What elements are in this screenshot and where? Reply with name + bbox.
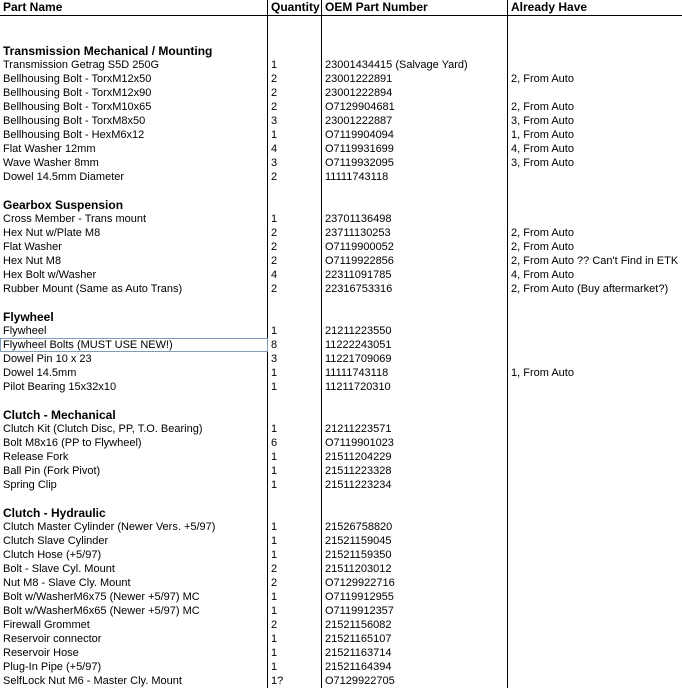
quantity-cell[interactable]: 1: [268, 380, 322, 394]
oem-part-number-cell[interactable]: [322, 44, 508, 58]
part-name-cell[interactable]: Nut M8 - Slave Cly. Mount: [0, 576, 268, 590]
section-title-cell[interactable]: Transmission Mechanical / Mounting: [0, 44, 268, 58]
part-name-cell[interactable]: Clutch Slave Cylinder: [0, 534, 268, 548]
oem-part-number-cell[interactable]: [322, 16, 508, 30]
already-have-cell[interactable]: [508, 310, 682, 324]
already-have-cell[interactable]: [508, 338, 682, 352]
quantity-cell[interactable]: 1: [268, 366, 322, 380]
table-row: [0, 212, 682, 226]
table-row: [0, 380, 682, 394]
already-have-cell[interactable]: [508, 436, 682, 450]
part-name-cell[interactable]: Clutch Hose (+5/97): [0, 548, 268, 562]
already-have-cell[interactable]: [508, 212, 682, 226]
oem-part-number-cell[interactable]: [322, 296, 508, 310]
oem-part-number-cell[interactable]: 11111743118: [322, 170, 508, 184]
column-header-oem-part-number[interactable]: OEM Part Number: [322, 0, 508, 15]
table-row: [0, 660, 682, 674]
oem-part-number-cell[interactable]: 23001222894: [322, 86, 508, 100]
part-name-cell[interactable]: [0, 184, 268, 198]
table-row: [0, 100, 682, 114]
part-name-cell[interactable]: Clutch Master Cylinder (Newer Vers. +5/97): [0, 520, 268, 534]
table-row: [0, 520, 682, 534]
quantity-cell[interactable]: 1: [268, 478, 322, 492]
part-name-cell[interactable]: Firewall Grommet: [0, 618, 268, 632]
quantity-cell[interactable]: [268, 16, 322, 30]
table-row: [0, 338, 682, 352]
section-header-row: [0, 506, 682, 520]
oem-part-number-cell[interactable]: [322, 492, 508, 506]
quantity-cell[interactable]: 1?: [268, 674, 322, 688]
quantity-cell[interactable]: 4: [268, 142, 322, 156]
already-have-cell[interactable]: [508, 16, 682, 30]
table-row: [0, 450, 682, 464]
already-have-cell[interactable]: 1, From Auto: [511, 367, 574, 379]
already-have-cell[interactable]: 1, From Auto: [511, 129, 574, 141]
quantity-cell[interactable]: [268, 310, 322, 324]
table-row: [0, 590, 682, 604]
quantity-cell[interactable]: 3: [268, 114, 322, 128]
oem-part-number-cell[interactable]: [322, 184, 508, 198]
section-header-row: [0, 408, 682, 422]
already-have-cell[interactable]: 2, From Auto: [511, 227, 574, 239]
table-row: [0, 576, 682, 590]
already-have-cell[interactable]: [508, 58, 682, 72]
oem-part-number-cell[interactable]: O7119901023: [322, 436, 508, 450]
table-row: [0, 170, 682, 184]
quantity-cell[interactable]: 1: [268, 632, 322, 646]
oem-part-number-cell[interactable]: 21521165107: [322, 632, 508, 646]
blank-row: [0, 30, 682, 44]
already-have-cell[interactable]: [508, 380, 682, 394]
quantity-cell[interactable]: [268, 198, 322, 212]
part-name-cell[interactable]: [0, 30, 268, 44]
already-have-cell[interactable]: [508, 520, 682, 534]
oem-part-number-cell[interactable]: 21521163714: [322, 646, 508, 660]
section-header-row: [0, 310, 682, 324]
oem-part-number-cell[interactable]: O7129904681: [322, 100, 508, 114]
part-name-cell[interactable]: Wave Washer 8mm: [0, 156, 268, 170]
already-have-cell[interactable]: 2, From Auto (Buy aftermarket?): [511, 283, 669, 295]
section-title-cell[interactable]: Gearbox Suspension: [0, 198, 268, 212]
oem-part-number-cell[interactable]: 21521159045: [322, 534, 508, 548]
part-name-cell[interactable]: Dowel 14.5mm Diameter: [0, 170, 268, 184]
blank-row: [0, 184, 682, 198]
blank-row: [0, 394, 682, 408]
quantity-cell[interactable]: 1: [268, 590, 322, 604]
blank-row: [0, 492, 682, 506]
already-have-cell[interactable]: [508, 618, 682, 632]
already-have-cell[interactable]: [508, 548, 682, 562]
oem-part-number-cell[interactable]: O7119904094: [322, 128, 508, 142]
part-name-cell[interactable]: Flat Washer 12mm: [0, 142, 268, 156]
table-row: [0, 58, 682, 72]
header-row: [0, 0, 682, 16]
part-name-cell[interactable]: SelfLock Nut M6 - Master Cly. Mount: [0, 674, 268, 688]
oem-part-number-cell[interactable]: O7119912955: [322, 590, 508, 604]
already-have-cell[interactable]: [508, 478, 682, 492]
part-name-cell[interactable]: Bellhousing Bolt - TorxM12x90: [0, 86, 268, 100]
oem-part-number-cell[interactable]: 21211223571: [322, 422, 508, 436]
already-have-cell[interactable]: [508, 408, 682, 422]
part-name-cell[interactable]: Spring Clip: [0, 478, 268, 492]
quantity-cell[interactable]: 3: [268, 352, 322, 366]
oem-part-number-cell[interactable]: [322, 198, 508, 212]
already-have-cell[interactable]: [508, 492, 682, 506]
already-have-cell[interactable]: [508, 184, 682, 198]
oem-part-number-cell[interactable]: 21211223550: [322, 324, 508, 338]
quantity-cell[interactable]: 3: [268, 156, 322, 170]
quantity-cell[interactable]: 1: [268, 548, 322, 562]
table-row: [0, 324, 682, 338]
quantity-cell[interactable]: 2: [268, 72, 322, 86]
quantity-cell[interactable]: 2: [268, 86, 322, 100]
table-row: [0, 128, 682, 142]
table-row: [0, 254, 682, 268]
quantity-cell[interactable]: 2: [268, 576, 322, 590]
already-have-cell[interactable]: 2, From Auto: [511, 241, 574, 253]
part-name-cell[interactable]: Dowel 14.5mm: [0, 366, 268, 380]
quantity-cell[interactable]: [268, 184, 322, 198]
oem-part-number-cell[interactable]: O7129922705: [322, 674, 508, 688]
quantity-cell[interactable]: 2: [268, 562, 322, 576]
table-body: [0, 16, 682, 688]
oem-part-number-cell[interactable]: 21511203012: [322, 562, 508, 576]
section-title-cell[interactable]: Clutch - Hydraulic: [0, 506, 268, 520]
part-name-cell[interactable]: Transmission Getrag S5D 250G: [0, 58, 268, 72]
part-name-cell[interactable]: Bellhousing Bolt - TorxM8x50: [0, 114, 268, 128]
already-have-cell[interactable]: [508, 534, 682, 548]
column-header-already-have[interactable]: Already Have: [511, 0, 588, 14]
oem-part-number-cell[interactable]: 23701136498: [322, 212, 508, 226]
quantity-cell[interactable]: 1: [268, 534, 322, 548]
quantity-cell[interactable]: 2: [268, 254, 322, 268]
table-row: [0, 114, 682, 128]
table-row: [0, 632, 682, 646]
already-have-cell[interactable]: [508, 30, 682, 44]
table-row: [0, 86, 682, 100]
part-name-cell[interactable]: Cross Member - Trans mount: [0, 212, 268, 226]
oem-part-number-cell[interactable]: [322, 310, 508, 324]
table-row: [0, 464, 682, 478]
oem-part-number-cell[interactable]: 23001434415 (Salvage Yard): [322, 58, 508, 72]
part-name-cell[interactable]: Hex Nut w/Plate M8: [0, 226, 268, 240]
quantity-cell[interactable]: [268, 30, 322, 44]
part-name-cell[interactable]: Flywheel Bolts (MUST USE NEW!): [0, 338, 268, 352]
part-name-cell[interactable]: Bellhousing Bolt - HexM6x12: [0, 128, 268, 142]
oem-part-number-cell[interactable]: 21511223234: [322, 478, 508, 492]
table-row: [0, 268, 682, 282]
part-name-cell[interactable]: Hex Bolt w/Washer: [0, 268, 268, 282]
already-have-cell[interactable]: 4, From Auto: [511, 269, 574, 281]
quantity-cell[interactable]: 2: [268, 170, 322, 184]
quantity-cell[interactable]: 1: [268, 646, 322, 660]
table-row: [0, 604, 682, 618]
quantity-cell[interactable]: 1: [268, 422, 322, 436]
part-name-cell[interactable]: Reservoir connector: [0, 632, 268, 646]
section-header-row: [0, 198, 682, 212]
table-row: [0, 72, 682, 86]
already-have-cell[interactable]: [508, 464, 682, 478]
already-have-cell[interactable]: [508, 590, 682, 604]
oem-part-number-cell[interactable]: [322, 30, 508, 44]
already-have-cell[interactable]: [508, 576, 682, 590]
already-have-cell[interactable]: 2, From Auto ?? Can't Find in ETK: [511, 255, 679, 267]
blank-row: [0, 16, 682, 30]
oem-part-number-cell[interactable]: O7129922716: [322, 576, 508, 590]
oem-part-number-cell[interactable]: [322, 394, 508, 408]
quantity-cell[interactable]: 1: [268, 520, 322, 534]
oem-part-number-cell[interactable]: 21526758820: [322, 520, 508, 534]
quantity-cell[interactable]: 2: [268, 100, 322, 114]
oem-part-number-cell[interactable]: O7119931699: [322, 142, 508, 156]
already-have-cell[interactable]: [508, 296, 682, 310]
oem-part-number-cell[interactable]: 11221709069: [322, 352, 508, 366]
already-have-cell[interactable]: [508, 422, 682, 436]
part-name-cell[interactable]: Hex Nut M8: [0, 254, 268, 268]
oem-part-number-cell[interactable]: 21521164394: [322, 660, 508, 674]
oem-part-number-cell[interactable]: 11211720310: [322, 380, 508, 394]
section-title-cell[interactable]: Flywheel: [0, 310, 268, 324]
quantity-cell[interactable]: 1: [268, 324, 322, 338]
part-name-cell[interactable]: Reservoir Hose: [0, 646, 268, 660]
part-name-cell[interactable]: Bolt M8x16 (PP to Flywheel): [0, 436, 268, 450]
part-name-cell[interactable]: Bolt - Slave Cyl. Mount: [0, 562, 268, 576]
already-have-cell[interactable]: [508, 562, 682, 576]
quantity-cell[interactable]: 4: [268, 268, 322, 282]
oem-part-number-cell[interactable]: 21521159350: [322, 548, 508, 562]
oem-part-number-cell[interactable]: O7119900052: [322, 240, 508, 254]
already-have-cell[interactable]: [508, 394, 682, 408]
oem-part-number-cell[interactable]: [322, 506, 508, 520]
table-row: [0, 156, 682, 170]
table-row: [0, 226, 682, 240]
already-have-cell[interactable]: 4, From Auto: [511, 143, 574, 155]
oem-part-number-cell[interactable]: [322, 408, 508, 422]
part-name-cell[interactable]: [0, 16, 268, 30]
oem-part-number-cell[interactable]: 11111743118: [322, 366, 508, 380]
oem-part-number-cell[interactable]: 23711130253: [322, 226, 508, 240]
oem-part-number-cell[interactable]: 11222243051: [322, 338, 508, 352]
oem-part-number-cell[interactable]: O7119932095: [322, 156, 508, 170]
oem-part-number-cell[interactable]: 21511223328: [322, 464, 508, 478]
quantity-cell[interactable]: 1: [268, 128, 322, 142]
already-have-cell[interactable]: [508, 44, 682, 58]
oem-part-number-cell[interactable]: 22311091785: [322, 268, 508, 282]
part-name-cell[interactable]: Flat Washer: [0, 240, 268, 254]
oem-part-number-cell[interactable]: 22316753316: [322, 282, 508, 296]
quantity-cell[interactable]: 6: [268, 436, 322, 450]
quantity-cell[interactable]: 2: [268, 240, 322, 254]
table-row: [0, 646, 682, 660]
already-have-cell[interactable]: [508, 324, 682, 338]
blank-row: [0, 296, 682, 310]
quantity-cell[interactable]: [268, 408, 322, 422]
table-row: [0, 366, 682, 380]
already-have-cell[interactable]: 3, From Auto: [511, 115, 574, 127]
already-have-cell[interactable]: [508, 198, 682, 212]
part-name-cell[interactable]: Bolt w/WasherM6x65 (Newer +5/97) MC: [0, 604, 268, 618]
already-have-cell[interactable]: 3, From Auto: [511, 157, 574, 169]
table-row: [0, 282, 682, 296]
oem-part-number-cell[interactable]: 21511204229: [322, 450, 508, 464]
table-row: [0, 534, 682, 548]
section-header-row: [0, 44, 682, 58]
part-name-cell[interactable]: Bellhousing Bolt - TorxM12x50: [0, 72, 268, 86]
quantity-cell[interactable]: 2: [268, 282, 322, 296]
part-name-cell[interactable]: Ball Pin (Fork Pivot): [0, 464, 268, 478]
part-name-cell[interactable]: Dowel Pin 10 x 23: [0, 352, 268, 366]
part-name-cell[interactable]: [0, 394, 268, 408]
quantity-cell[interactable]: 2: [268, 226, 322, 240]
table-row: [0, 352, 682, 366]
quantity-cell[interactable]: [268, 296, 322, 310]
part-name-cell[interactable]: [0, 296, 268, 310]
table-row: [0, 422, 682, 436]
already-have-cell[interactable]: [508, 604, 682, 618]
quantity-cell[interactable]: 1: [268, 604, 322, 618]
already-have-cell[interactable]: [508, 674, 682, 688]
quantity-cell[interactable]: 1: [268, 212, 322, 226]
already-have-cell[interactable]: [508, 506, 682, 520]
already-have-cell[interactable]: [508, 352, 682, 366]
table-row: [0, 478, 682, 492]
table-row: [0, 548, 682, 562]
part-name-cell[interactable]: Pilot Bearing 15x32x10: [0, 380, 268, 394]
part-name-cell[interactable]: Bellhousing Bolt - TorxM10x65: [0, 100, 268, 114]
already-have-cell[interactable]: 2, From Auto: [511, 73, 574, 85]
quantity-cell[interactable]: [268, 44, 322, 58]
part-name-cell[interactable]: Bolt w/WasherM6x75 (Newer +5/97) MC: [0, 590, 268, 604]
already-have-cell[interactable]: [508, 450, 682, 464]
table-row: [0, 562, 682, 576]
part-name-cell[interactable]: Flywheel: [0, 324, 268, 338]
already-have-cell[interactable]: [508, 632, 682, 646]
already-have-cell[interactable]: [508, 660, 682, 674]
quantity-cell[interactable]: [268, 394, 322, 408]
part-name-cell[interactable]: [0, 492, 268, 506]
table-row: [0, 674, 682, 688]
oem-part-number-cell[interactable]: O7119912357: [322, 604, 508, 618]
quantity-cell[interactable]: 1: [268, 464, 322, 478]
already-have-cell[interactable]: [508, 86, 682, 100]
already-have-cell[interactable]: 2, From Auto: [511, 101, 574, 113]
column-header-quantity[interactable]: Quantity: [268, 0, 322, 15]
part-name-cell[interactable]: Rubber Mount (Same as Auto Trans): [0, 282, 268, 296]
quantity-cell[interactable]: 1: [268, 660, 322, 674]
quantity-cell[interactable]: 2: [268, 618, 322, 632]
part-name-cell[interactable]: Plug-In Pipe (+5/97): [0, 660, 268, 674]
part-name-cell[interactable]: Clutch Kit (Clutch Disc, PP, T.O. Bearing): [0, 422, 268, 436]
oem-part-number-cell[interactable]: 21521156082: [322, 618, 508, 632]
quantity-cell[interactable]: 1: [268, 58, 322, 72]
oem-part-number-cell[interactable]: 23001222887: [322, 114, 508, 128]
table-row: [0, 142, 682, 156]
table-row: [0, 240, 682, 254]
oem-part-number-cell[interactable]: O7119922856: [322, 254, 508, 268]
already-have-cell[interactable]: [508, 646, 682, 660]
table-row: [0, 436, 682, 450]
quantity-cell[interactable]: 8: [268, 338, 322, 352]
part-name-cell[interactable]: Release Fork: [0, 450, 268, 464]
quantity-cell[interactable]: [268, 506, 322, 520]
quantity-cell[interactable]: [268, 492, 322, 506]
already-have-cell[interactable]: [508, 170, 682, 184]
quantity-cell[interactable]: 1: [268, 450, 322, 464]
section-title-cell[interactable]: Clutch - Mechanical: [0, 408, 268, 422]
table-row: [0, 618, 682, 632]
column-header-part-name[interactable]: Part Name: [0, 0, 268, 15]
oem-part-number-cell[interactable]: 23001222891: [322, 72, 508, 86]
